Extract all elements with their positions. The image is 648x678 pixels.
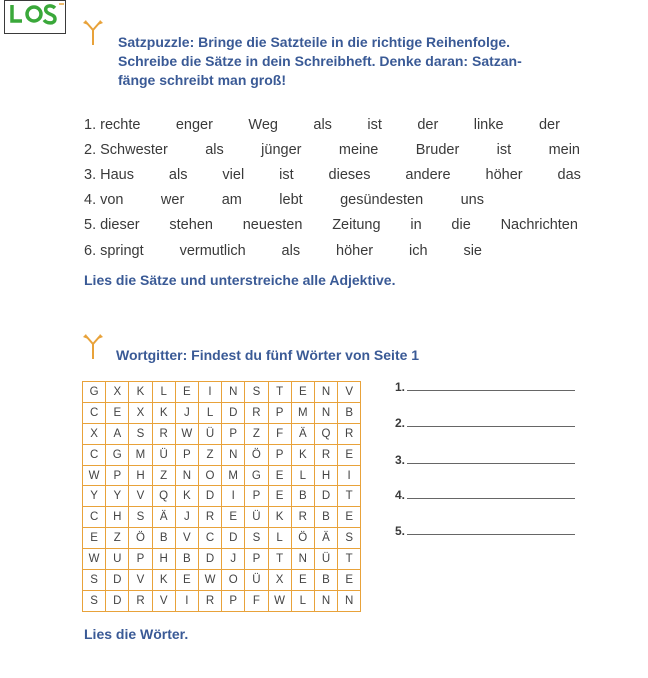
sentence-word: als (313, 116, 332, 133)
sentence-word: ich (409, 242, 428, 259)
answer-number: 3. (395, 453, 406, 467)
grid-cell[interactable]: C (198, 528, 221, 549)
grid-cell[interactable]: Ä (314, 528, 337, 549)
sentence-row (84, 112, 560, 137)
task1-title (118, 33, 522, 90)
grid-row (83, 507, 361, 528)
grid-cell[interactable]: P (245, 486, 268, 507)
sentence-word: stehen (169, 217, 213, 234)
grid-row (83, 570, 361, 591)
grid-cell[interactable]: P (222, 590, 245, 611)
task1-title-line: fänge schreibt man groß! (118, 72, 287, 88)
grid-cell[interactable]: S (129, 423, 152, 444)
grid-cell[interactable]: P (268, 444, 291, 465)
sentence-word: höher (485, 166, 523, 183)
sentence-word: jünger (261, 141, 302, 158)
grid-cell[interactable]: E (268, 465, 291, 486)
sentence-word: lebt (279, 192, 303, 209)
sentence-word: linke (473, 116, 504, 133)
grid-row (83, 549, 361, 570)
grid-cell[interactable]: D (314, 486, 337, 507)
grid-cell[interactable]: R (198, 590, 221, 611)
sentence-word: 2. Schwester (84, 141, 168, 158)
grid-cell[interactable]: R (129, 590, 152, 611)
sentence-word: der (417, 116, 439, 133)
grid-cell[interactable]: B (291, 486, 314, 507)
grid-cell[interactable]: L (268, 528, 291, 549)
grid-cell[interactable]: I (175, 590, 198, 611)
grid-cell[interactable]: R (198, 507, 221, 528)
sentence-row (84, 238, 482, 263)
grid-cell[interactable]: W (175, 423, 198, 444)
grid-cell[interactable]: V (152, 590, 175, 611)
sentence-word: viel (222, 166, 245, 183)
answer-line (395, 453, 575, 467)
grid-row (83, 465, 361, 486)
grid-cell[interactable]: K (175, 486, 198, 507)
sentence-word: gesündesten (340, 192, 424, 209)
grid-cell[interactable]: P (268, 402, 291, 423)
grid-cell[interactable]: H (129, 465, 152, 486)
signpost-icon (82, 330, 104, 360)
grid-cell[interactable]: Y (83, 486, 106, 507)
grid-cell[interactable]: Q (314, 423, 337, 444)
sentence-word: in (410, 217, 422, 234)
sentence-word: 6. springt (84, 242, 144, 259)
grid-cell[interactable]: D (106, 570, 129, 591)
answer-line (395, 524, 575, 538)
grid-cell[interactable]: P (222, 423, 245, 444)
sentence-row (84, 213, 578, 238)
grid-cell[interactable]: P (175, 444, 198, 465)
grid-row (83, 486, 361, 507)
sentence-word: dieses (328, 166, 371, 183)
sentence-word: als (205, 141, 224, 158)
grid-cell[interactable]: P (129, 549, 152, 570)
grid-cell[interactable]: K (152, 402, 175, 423)
grid-cell[interactable]: A (106, 423, 129, 444)
task2-title: Wortgitter: Findest du fünf Wörter von Seite 1 (116, 347, 420, 363)
grid-cell[interactable]: Ü (245, 507, 268, 528)
grid-cell[interactable]: V (129, 570, 152, 591)
sentence-word: wer (160, 192, 185, 209)
grid-cell[interactable]: U (106, 549, 129, 570)
grid-row (83, 590, 361, 611)
grid-cell[interactable]: R (152, 423, 175, 444)
grid-cell[interactable]: M (129, 444, 152, 465)
grid-cell[interactable]: X (83, 423, 106, 444)
grid-cell[interactable]: V (338, 382, 361, 403)
grid-cell[interactable]: N (222, 444, 245, 465)
sentence-word: als (168, 166, 188, 183)
grid-cell[interactable]: S (338, 528, 361, 549)
grid-cell[interactable]: G (245, 465, 268, 486)
grid-cell[interactable]: S (245, 528, 268, 549)
grid-cell[interactable]: I (222, 486, 245, 507)
grid-cell[interactable]: D (198, 486, 221, 507)
sentence-row (84, 188, 484, 213)
sentence-word: das (557, 166, 581, 183)
answer-number: 4. (395, 488, 406, 502)
grid-cell[interactable]: E (338, 570, 361, 591)
answer-blank-field[interactable] (407, 534, 575, 535)
grid-cell[interactable]: I (198, 382, 221, 403)
grid-cell[interactable]: J (175, 402, 198, 423)
grid-cell[interactable]: B (314, 570, 337, 591)
sentence-word: am (221, 192, 242, 209)
answer-blank-field[interactable] (407, 498, 575, 499)
grid-cell[interactable]: T (268, 382, 291, 403)
grid-cell[interactable]: E (291, 570, 314, 591)
los-logo (4, 0, 66, 34)
sentence-word: Weg (248, 116, 278, 133)
sentence-word: als (281, 242, 301, 259)
grid-cell[interactable]: S (129, 507, 152, 528)
grid-cell[interactable]: B (152, 528, 175, 549)
grid-cell[interactable]: B (175, 549, 198, 570)
grid-row (83, 528, 361, 549)
grid-cell[interactable]: G (83, 382, 106, 403)
grid-cell[interactable]: K (129, 382, 152, 403)
grid-cell[interactable]: D (222, 528, 245, 549)
sentence-word: der (538, 116, 560, 133)
grid-cell[interactable]: E (83, 528, 106, 549)
grid-cell[interactable]: E (222, 507, 245, 528)
answer-number: 2. (395, 416, 406, 430)
grid-cell[interactable]: X (268, 570, 291, 591)
grid-cell[interactable]: N (314, 382, 337, 403)
grid-cell[interactable]: R (338, 423, 361, 444)
sentence-row (84, 162, 581, 187)
grid-cell[interactable]: X (106, 382, 129, 403)
grid-cell[interactable]: C (83, 402, 106, 423)
task1-title-line: Schreibe die Sätze in dein Schreibheft. Denke daran: Satzan- (118, 53, 522, 69)
sentence-word: neuesten (242, 217, 303, 234)
grid-cell[interactable]: W (198, 570, 221, 591)
sentence-word: sie (463, 242, 482, 259)
sentence-word: vermutlich (179, 242, 246, 259)
grid-cell[interactable]: N (314, 402, 337, 423)
grid-cell[interactable]: S (83, 590, 106, 611)
grid-cell[interactable]: V (129, 486, 152, 507)
grid-cell[interactable]: N (291, 549, 314, 570)
grid-cell[interactable]: Ü (314, 549, 337, 570)
grid-cell[interactable]: D (198, 549, 221, 570)
sentence-word: uns (460, 192, 484, 209)
grid-row (83, 382, 361, 403)
signpost-icon (82, 16, 104, 46)
grid-cell[interactable]: M (291, 402, 314, 423)
grid-cell[interactable]: N (338, 590, 361, 611)
grid-cell[interactable]: L (152, 382, 175, 403)
grid-cell[interactable]: I (338, 465, 361, 486)
grid-cell[interactable]: P (106, 465, 129, 486)
grid-cell[interactable]: D (106, 590, 129, 611)
grid-cell[interactable]: Z (152, 465, 175, 486)
grid-cell[interactable]: W (83, 465, 106, 486)
grid-row (83, 423, 361, 444)
answer-line (395, 488, 575, 502)
grid-row (83, 444, 361, 465)
grid-cell[interactable]: H (106, 507, 129, 528)
grid-cell[interactable]: E (175, 570, 198, 591)
sentence-word: ist (496, 141, 512, 158)
grid-cell[interactable]: H (152, 549, 175, 570)
sentence-word: Zeitung (332, 217, 381, 234)
grid-cell[interactable]: R (314, 444, 337, 465)
sentence-word: ist (367, 116, 382, 133)
grid-cell[interactable]: N (222, 382, 245, 403)
grid-cell[interactable]: Q (152, 486, 175, 507)
grid-cell[interactable]: Ä (152, 507, 175, 528)
grid-cell[interactable]: M (222, 465, 245, 486)
grid-cell[interactable]: F (245, 590, 268, 611)
grid-cell[interactable]: J (175, 507, 198, 528)
sentence-puzzle-list (84, 112, 584, 263)
grid-cell[interactable]: Ü (245, 570, 268, 591)
grid-cell[interactable]: Ö (245, 444, 268, 465)
grid-cell[interactable]: C (83, 444, 106, 465)
grid-cell[interactable]: O (222, 570, 245, 591)
grid-cell[interactable]: Z (198, 444, 221, 465)
grid-cell[interactable]: N (175, 465, 198, 486)
grid-cell[interactable]: E (291, 382, 314, 403)
sentence-word: 4. von (84, 192, 124, 209)
task1-instruction: Lies die Sätze und unterstreiche alle Adjektive. (84, 272, 396, 288)
grid-cell[interactable]: X (129, 402, 152, 423)
logo-graphic (9, 1, 65, 31)
sentence-word: meine (338, 141, 379, 158)
grid-cell[interactable]: D (222, 402, 245, 423)
grid-cell[interactable]: L (198, 402, 221, 423)
grid-cell[interactable]: V (175, 528, 198, 549)
grid-cell[interactable]: E (338, 444, 361, 465)
sentence-word: höher (336, 242, 374, 259)
sentence-word: die (451, 217, 471, 234)
grid-cell[interactable]: L (291, 590, 314, 611)
grid-cell[interactable]: P (245, 549, 268, 570)
grid-cell[interactable]: Ü (198, 423, 221, 444)
sentence-word: mein (548, 141, 580, 158)
grid-cell[interactable]: W (83, 549, 106, 570)
grid-cell[interactable]: Z (106, 528, 129, 549)
sentence-word: Nachrichten (500, 217, 578, 234)
grid-row (83, 402, 361, 423)
grid-cell[interactable]: E (338, 507, 361, 528)
grid-cell[interactable]: K (291, 444, 314, 465)
answer-line (395, 380, 575, 394)
grid-cell[interactable]: E (106, 402, 129, 423)
grid-cell[interactable]: R (245, 402, 268, 423)
grid-cell[interactable]: J (222, 549, 245, 570)
task1-title-line: Satzpuzzle: Bringe die Satzteile in die richtige Reihenfolge. (118, 34, 511, 50)
grid-cell[interactable]: T (338, 486, 361, 507)
task2-instruction: Lies die Wörter. (84, 626, 189, 642)
grid-cell[interactable]: Y (106, 486, 129, 507)
grid-cell[interactable]: Ö (291, 528, 314, 549)
grid-cell[interactable]: L (291, 465, 314, 486)
grid-cell[interactable]: K (268, 507, 291, 528)
grid-cell[interactable]: Ö (129, 528, 152, 549)
sentence-word: 5. dieser (84, 217, 140, 234)
sentence-word: 1. rechte (84, 116, 141, 133)
grid-cell[interactable]: T (338, 549, 361, 570)
sentence-word: 3. Haus (84, 166, 134, 183)
grid-cell[interactable]: R (291, 507, 314, 528)
grid-cell[interactable]: W (268, 590, 291, 611)
grid-cell[interactable]: K (152, 570, 175, 591)
grid-cell[interactable]: E (268, 486, 291, 507)
sentence-word: Bruder (415, 141, 460, 158)
grid-cell[interactable]: B (338, 402, 361, 423)
grid-cell[interactable]: C (83, 507, 106, 528)
answer-line (395, 416, 575, 430)
answer-blank-field[interactable] (407, 390, 575, 391)
grid-cell[interactable]: S (245, 382, 268, 403)
sentence-word: andere (405, 166, 451, 183)
grid-cell[interactable]: Ä (291, 423, 314, 444)
grid-cell[interactable]: Z (245, 423, 268, 444)
answer-number: 1. (395, 380, 406, 394)
grid-cell[interactable]: N (314, 590, 337, 611)
sentence-word: ist (279, 166, 294, 183)
grid-cell[interactable]: H (314, 465, 337, 486)
grid-cell[interactable]: Ü (152, 444, 175, 465)
grid-cell[interactable]: F (268, 423, 291, 444)
grid-cell[interactable]: B (314, 507, 337, 528)
word-search-grid (82, 381, 361, 612)
sentence-row (84, 137, 580, 162)
answer-blank-field[interactable] (407, 426, 575, 427)
sentence-word: enger (175, 116, 213, 133)
answer-blank-field[interactable] (407, 463, 575, 464)
answer-number: 5. (395, 524, 406, 538)
grid-cell[interactable]: G (106, 444, 129, 465)
grid-cell[interactable]: T (268, 549, 291, 570)
grid-cell[interactable]: O (198, 465, 221, 486)
grid-cell[interactable]: S (83, 570, 106, 591)
grid-cell[interactable]: E (175, 382, 198, 403)
